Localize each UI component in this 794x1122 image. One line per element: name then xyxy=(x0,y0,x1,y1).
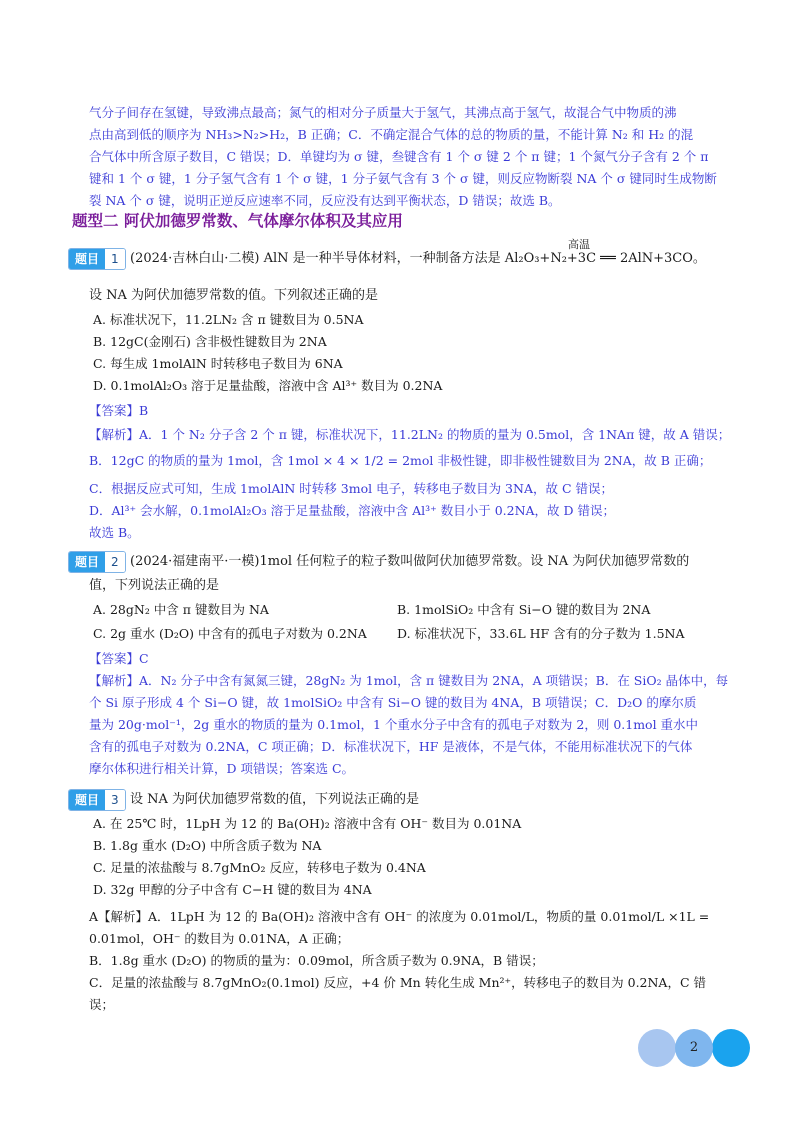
top-explanation-line: 气分子间存在氢键，导致沸点最高；氮气的相对分子质量大于氢气，其沸点高于氢气，故混合气中物质的沸 xyxy=(89,105,677,120)
question-tag-number: 1 xyxy=(105,249,125,269)
option-c: C. 足量的浓盐酸与 8.7gMnO₂ 反应，转移电子数为 0.4NA xyxy=(93,860,426,875)
question-tag-label: 题目 xyxy=(69,552,105,572)
analysis-line: 0.01mol，OH⁻ 的数目为 0.01NA，A 正确； xyxy=(89,931,350,946)
question-stem: (2024·福建南平·一模)1mol 任何粒子的粒子数叫做阿伏加德罗常数。设 NA 为阿伏加德罗常数的 xyxy=(130,554,690,569)
analysis-line: D．Al³⁺ 会水解，0.1molAl₂O₃ 溶于足量盐酸，溶液中含 Al³⁺ 数目小于 0.2NA，故 D 错误； xyxy=(89,503,616,518)
question-tag-label: 题目 xyxy=(69,790,105,810)
question-stem: 设 NA 为阿伏加德罗常数的值，下列说法正确的是 xyxy=(130,792,420,807)
option-a: A. 在 25℃ 时，1LpH 为 12 的 Ba(OH)₂ 溶液中含有 OH⁻ 数目为 0.01NA xyxy=(93,816,522,831)
question-tag-1 xyxy=(68,248,126,270)
analysis-line: 个 Si 原子形成 4 个 Si−O 键，故 1molSiO₂ 中含有 Si−O 键的数目为 4NA，B 项错误；C．D₂O 的摩尔质 xyxy=(89,695,697,710)
analysis-line: 含有的孤电子对数为 0.2NA，C 项正确；D．标准状况下，HF 是液体，不是气体，不能用标准状况下的气体 xyxy=(89,739,693,754)
option-b: B. 12gC(金刚石) 含非极性键数目为 2NA xyxy=(93,334,327,349)
option-d: D. 0.1molAl₂O₃ 溶于足量盐酸，溶液中含 Al³⁺ 数目为 0.2NA xyxy=(93,378,443,393)
top-explanation-line: 裂 NA 个 σ 键，说明正逆反应速率不同，反应没有达到平衡状态，D 错误；故选 B。 xyxy=(89,193,561,208)
option-d: D. 标准状况下，33.6L HF 含有的分子数为 1.5NA xyxy=(397,626,685,641)
option-a: A. 28gN₂ 中含 π 键数目为 NA xyxy=(93,602,269,617)
page-number-badge xyxy=(638,1029,750,1067)
option-b: B. 1molSiO₂ 中含有 Si−O 键的数目为 2NA xyxy=(397,602,651,617)
section-title: 题型二 阿伏加德罗常数、气体摩尔体积及其应用 xyxy=(72,212,403,230)
option-b: B. 1.8g 重水 (D₂O) 中所含质子数为 NA xyxy=(93,838,322,853)
top-explanation-line: 键和 1 个 σ 键，1 分子氢气含有 1 个 σ 键，1 分子氨气含有 3 个 σ 键，则反应物断裂 NA 个 σ 键同时生成物断 xyxy=(89,171,717,186)
question-tag-number: 3 xyxy=(105,790,125,810)
analysis-line: C．足量的浓盐酸与 8.7gMnO₂(0.1mol) 反应，+4 价 Mn 转化生成 Mn²⁺，转移电子的数目为 0.2NA，C 错 xyxy=(89,975,706,990)
question-tag-3 xyxy=(68,789,126,811)
question-stem: (2024·吉林白山·二模) AlN 是一种半导体材料，一种制备方法是 Al₂O₃+N₂+3C ══ 2AlN+3CO。 xyxy=(130,251,706,266)
analysis-line: 误； xyxy=(89,997,115,1012)
analysis-line: C．根据反应式可知，生成 1molAlN 时转移 3mol 电子，转移电子数目为 3NA，故 C 错误； xyxy=(89,481,613,496)
question-stem-2: 设 NA 为阿伏加德罗常数的值。下列叙述正确的是 xyxy=(89,288,379,303)
page-badge-circle xyxy=(712,1029,750,1067)
question-stem-2: 值，下列说法正确的是 xyxy=(89,578,220,593)
question-tag-2 xyxy=(68,551,126,573)
option-a: A. 标准状况下，11.2LN₂ 含 π 键数目为 0.5NA xyxy=(93,312,364,327)
option-c: C. 每生成 1molAlN 时转移电子数目为 6NA xyxy=(93,356,343,371)
answer-line: 【答案】B xyxy=(89,403,149,418)
question-tag-label: 题目 xyxy=(69,249,105,269)
answer-line: 【答案】C xyxy=(89,651,149,666)
analysis-line: B．1.8g 重水 (D₂O) 的物质的量为：0.09mol，所含质子数为 0.9NA，B 错误； xyxy=(89,953,544,968)
page-number: 2 xyxy=(689,1040,699,1055)
analysis-line: 故选 B。 xyxy=(89,525,140,540)
question-tag-number: 2 xyxy=(105,552,125,572)
option-d: D. 32g 甲醇的分子中含有 C−H 键的数目为 4NA xyxy=(93,882,372,897)
analysis-line: 摩尔体积进行相关计算，D 项错误；答案选 C。 xyxy=(89,761,355,776)
page-badge-circle xyxy=(638,1029,676,1067)
option-c: C. 2g 重水 (D₂O) 中含有的孤电子对数为 0.2NA xyxy=(93,626,367,641)
top-explanation-line: 点由高到低的顺序为 NH₃>N₂>H₂，B 正确；C．不确定混合气体的总的物质的量，不能计算 N₂ 和 H₂ 的混 xyxy=(89,127,694,142)
reaction-condition: 高温 xyxy=(568,238,590,251)
analysis-line: 【解析】A．N₂ 分子中含有氮氮三键，28gN₂ 为 1mol，含 π 键数目为 2NA，A 项错误；B．在 SiO₂ 晶体中，每 xyxy=(89,673,729,688)
analysis-line: 【解析】A．1 个 N₂ 分子含 2 个 π 键，标准状况下，11.2LN₂ 的物质的量为 0.5mol，含 1NAπ 键，故 A 错误； xyxy=(89,427,731,442)
analysis-line: B．12gC 的物质的量为 1mol，含 1mol × 4 × 1/2 = 2mol 非极性键，即非极性键数目为 2NA，故 B 正确； xyxy=(89,453,712,468)
analysis-line: 量为 20g·mol⁻¹，2g 重水的物质的量为 0.1mol，1 个重水分子中含有的孤电子对数为 2，则 0.1mol 重水中 xyxy=(89,717,699,732)
top-explanation-line: 合气体中所含原子数目，C 错误；D．单键均为 σ 键，叁键含有 1 个 σ 键 2 个 π 键；1 个氮气分子含有 2 个 π xyxy=(89,149,709,164)
analysis-line: A【解析】A．1LpH 为 12 的 Ba(OH)₂ 溶液中含有 OH⁻ 的浓度为 0.01mol/L，物质的量 0.01mol/L ×1L = xyxy=(89,909,710,924)
